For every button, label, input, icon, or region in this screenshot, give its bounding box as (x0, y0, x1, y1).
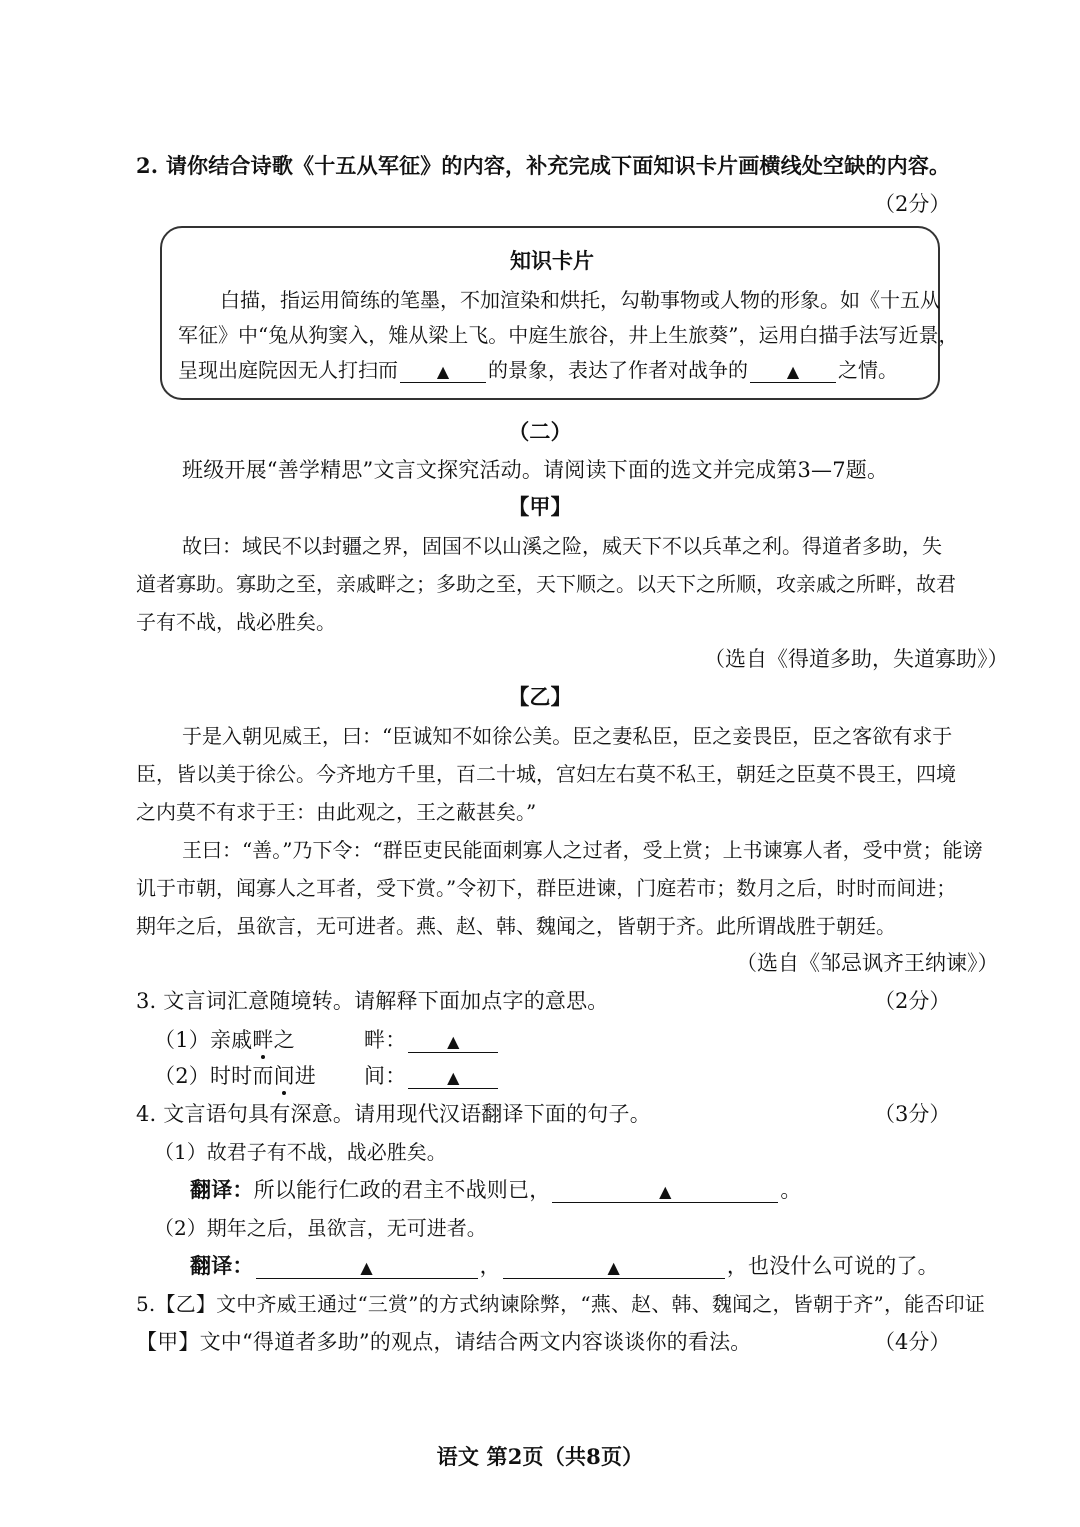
section-intro: 班级开展“善学精思”文言文探究活动。请阅读下面的选文并完成第3—7题。 (182, 458, 889, 482)
card-line-1: 白描，指运用简练的笔墨，不加渲染和烘托，勾勒事物或人物的形象。如《十五从 (220, 288, 940, 312)
card-title: 知识卡片 (510, 248, 594, 273)
page-footer: 语文 第2页（共8页） (436, 1444, 644, 1469)
q5-line-1: 5.【乙】文中齐威王通过“三赏”的方式纳谏除弊，“燕、赵、韩、魏闻之，皆朝于齐”，能否印证 (136, 1292, 985, 1316)
jia-line-2: 道者寡助。寡助之至，亲戚畔之；多助之至，天下顺之。以天下之所顺，攻亲戚之所畔，故君 (136, 572, 956, 596)
q3-item-2 (154, 1060, 316, 1090)
q3-item-2-pre: （2）时时而 (154, 1064, 274, 1088)
section-heading: （二） (508, 419, 572, 444)
blank-marker: ▲ (360, 1258, 373, 1277)
q3-item-1-post: 之 (273, 1028, 295, 1052)
blank-marker: ▲ (659, 1182, 672, 1201)
blank-marker: ▲ (436, 362, 450, 381)
q4-points: （3分） (874, 1102, 951, 1126)
yi-label: 【乙】 (508, 684, 572, 709)
q3-item-1-dotted-char: 畔 (252, 1028, 274, 1052)
yi-line-3: 之内莫不有求于王：由此观之，王之蔽甚矣。” (136, 800, 537, 824)
q4-sentence-1: （1）故君子有不战，战必胜矣。 (154, 1140, 447, 1164)
q4-translation-2-end: ，也没什么可说的了。 (726, 1254, 939, 1278)
q3-text: 3. 文言词汇意随境转。请解释下面加点字的意思。 (136, 989, 609, 1013)
answer-blank-4[interactable] (408, 1064, 498, 1089)
q5-line-2: 【甲】文中“得道者多助”的观点，请结合两文内容谈谈你的看法。 (136, 1330, 752, 1354)
card-line-3a: 呈现出庭院因无人打扫而 (178, 358, 398, 382)
q3-answer-2 (364, 1060, 500, 1090)
q3-item-1 (154, 1024, 295, 1054)
blank-marker: ▲ (447, 1032, 460, 1051)
q4-translation-2-label: 翻译： (190, 1253, 254, 1278)
card-line-3 (178, 354, 898, 383)
answer-blank-7[interactable] (503, 1254, 725, 1279)
q3-answer-1-label: 畔： (364, 1028, 407, 1052)
answer-blank-1[interactable] (400, 358, 486, 383)
yi-line-1: 于是入朝见威王，曰：“臣诚知不如徐公美。臣之妻私臣，臣之妾畏臣，臣之客欲有求于 (182, 724, 953, 748)
q3-item-1-pre: （1）亲戚 (154, 1028, 253, 1052)
jia-line-1: 故曰：域民不以封疆之界，固国不以山溪之险，威天下不以兵革之利。得道者多助，失 (182, 534, 942, 558)
jia-line-3: 子有不战，战必胜矣。 (136, 610, 336, 634)
answer-blank-3[interactable] (408, 1028, 498, 1053)
q4-translation-2 (190, 1250, 939, 1280)
q4-translation-1-end: 。 (780, 1178, 802, 1202)
q5-points: （4分） (874, 1330, 951, 1354)
answer-blank-2[interactable] (750, 358, 836, 383)
card-line-2: 军征》中“兔从狗窦入，雉从梁上飞。中庭生旅谷，井上生旅葵”，运用白描手法写近景， (178, 323, 959, 347)
q3-item-2-dotted-char: 间 (273, 1064, 295, 1088)
yi-source: （选自《邹忌讽齐王纳谏》） (736, 951, 999, 975)
card-line-3b: 的景象，表达了作者对战争的 (488, 358, 748, 382)
q2-points: （2分） (874, 192, 951, 216)
jia-source: （选自《得道多助，失道寡助》） (704, 647, 1009, 671)
q3-answer-1 (364, 1024, 500, 1054)
q4-translation-1-text: 所以能行仁政的君主不战则已， (253, 1178, 551, 1202)
yi-line-6: 期年之后，虽欲言，无可进者。燕、赵、韩、魏闻之，皆朝于齐。此所谓战胜于朝廷。 (136, 914, 896, 938)
yi-line-5: 讥于市朝，闻寡人之耳者，受下赏。”令初下，群臣进谏，门庭若市；数月之后，时时而间进； (136, 876, 957, 900)
jia-label: 【甲】 (508, 494, 572, 519)
q4-translation-1-label: 翻译： (190, 1177, 254, 1202)
blank-marker: ▲ (786, 362, 800, 381)
q3-item-2-post: 进 (294, 1064, 316, 1088)
blank-marker: ▲ (607, 1258, 621, 1277)
q4-translation-2-sep: ， (479, 1254, 501, 1278)
answer-blank-5[interactable] (552, 1178, 778, 1203)
q4-text: 4. 文言语句具有深意。请用现代汉语翻译下面的句子。 (136, 1102, 651, 1126)
q3-answer-2-label: 间： (364, 1064, 407, 1088)
yi-line-4: 王曰：“善。”乃下令：“群臣吏民能面刺寡人之过者，受上赏；上书谏寡人者，受中赏；能谤 (182, 838, 983, 862)
q3-points: （2分） (874, 989, 951, 1013)
q4-translation-1 (190, 1174, 802, 1204)
q2-text: 2. 请你结合诗歌《十五从军征》的内容，补充完成下面知识卡片画横线处空缺的内容。 (136, 153, 951, 178)
yi-line-2: 臣，皆以美于徐公。今齐地方千里，百二十城，宫妇左右莫不私王，朝廷之臣莫不畏王，四境 (136, 762, 956, 786)
knowledge-card (160, 226, 959, 400)
answer-blank-6[interactable] (256, 1254, 478, 1279)
card-line-3c: 之情。 (838, 358, 898, 382)
q4-sentence-2: （2）期年之后，虽欲言，无可进者。 (154, 1216, 487, 1240)
blank-marker: ▲ (447, 1068, 460, 1087)
